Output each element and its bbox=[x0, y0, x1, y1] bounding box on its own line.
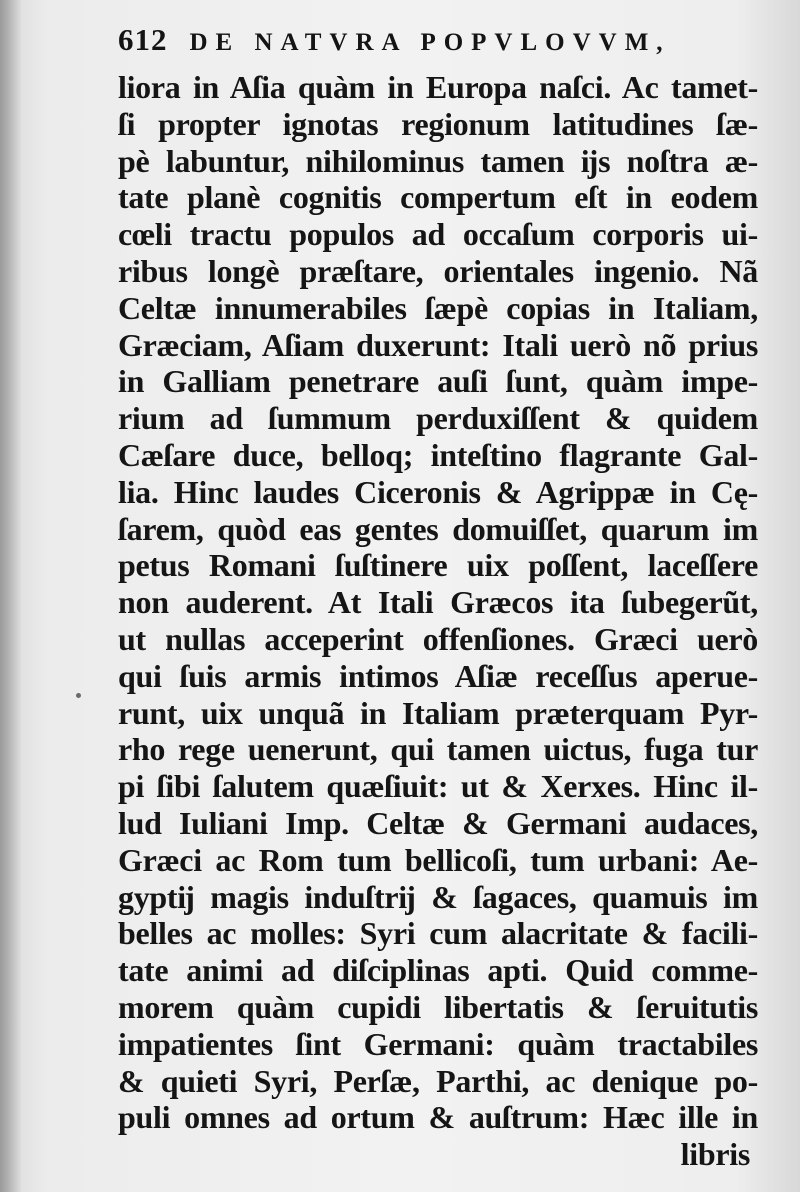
text-line: non auderent. At Itali Græcos ita ſubegerũt, bbox=[118, 584, 758, 621]
text-line: rium ad ſummum perduxiſſent & quidem bbox=[118, 400, 758, 437]
body-text bbox=[118, 69, 758, 1173]
text-line: Cæſare duce, belloq; inteſtino flagrante Gal- bbox=[118, 436, 758, 473]
margin-ink-spot bbox=[76, 693, 81, 698]
text-line: puli omnes ad ortum & auſtrum: Hæc ille in bbox=[118, 1099, 758, 1136]
text-line: gyptĳ magis induſtrĳ & ſagaces, quamuis im bbox=[118, 878, 758, 915]
text-line: belles ac molles: Syri cum alacritate & facili- bbox=[118, 915, 758, 952]
text-line: runt, uix unquã in Italiam præterquam Pyr- bbox=[118, 694, 758, 731]
text-line: tate animi ad diſciplinas apti. Quid comme- bbox=[118, 952, 758, 989]
text-line: ut nullas acceperint offenſiones. Græci uerò bbox=[118, 620, 758, 657]
text-line: ſi propter ignotas regionum latitudines ſæ- bbox=[118, 105, 758, 142]
text-line: & quieti Syri, Perſæ, Parthi, ac denique po- bbox=[118, 1062, 758, 1099]
text-line: Celtæ innumerabiles ſæpè copias in Italiam, bbox=[118, 289, 758, 326]
text-line: morem quàm cupidi libertatis & ſeruitutis bbox=[118, 988, 758, 1025]
page-header bbox=[118, 22, 758, 62]
text-line: Græci ac Rom tum bellicoſi, tum urbani: Ae- bbox=[118, 841, 758, 878]
running-head: DE NATVRA POPVLOVVM, bbox=[189, 29, 671, 56]
text-line: tate planè cognitis compertum eſt in eodem bbox=[118, 179, 758, 216]
text-line: petus Romani ſuſtinere uix poſſent, laceſſere bbox=[118, 547, 758, 584]
text-line: ſarem, quòd eas gentes domuiſſet, quarum im bbox=[118, 510, 758, 547]
page-number: 612 bbox=[118, 22, 168, 57]
text-line: lia. Hinc laudes Ciceronis & Agrippæ in Cę- bbox=[118, 473, 758, 510]
text-line: ribus longè præſtare, orientales ingenio. Nã bbox=[118, 252, 758, 289]
text-line: cœli tractu populos ad occaſum corporis ui- bbox=[118, 216, 758, 253]
catchword: libris bbox=[680, 1136, 750, 1173]
text-line: Græciam, Aſiam duxerunt: Itali uerò nõ prius bbox=[118, 326, 758, 363]
text-line: pi ſibi ſalutem quæſiuit: ut & Xerxes. Hinc il- bbox=[118, 768, 758, 805]
gutter-shadow bbox=[0, 0, 22, 1192]
text-line: qui ſuis armis intimos Aſiæ receſſus aperue- bbox=[118, 657, 758, 694]
text-line: liora in Aſia quàm in Europa naſci. Ac tamet- bbox=[118, 69, 758, 105]
text-line: lud Iuliani Imp. Celtæ & Germani audaces, bbox=[118, 804, 758, 841]
text-line: in Galliam penetrare auſi ſunt, quàm impe- bbox=[118, 363, 758, 400]
text-line: pè labuntur, nihilominus tamen ĳs noſtra æ- bbox=[118, 142, 758, 179]
text-line: rho rege uenerunt, qui tamen uictus, fuga tur bbox=[118, 731, 758, 768]
text-line: impatientes ſint Germani: quàm tractabiles bbox=[118, 1025, 758, 1062]
